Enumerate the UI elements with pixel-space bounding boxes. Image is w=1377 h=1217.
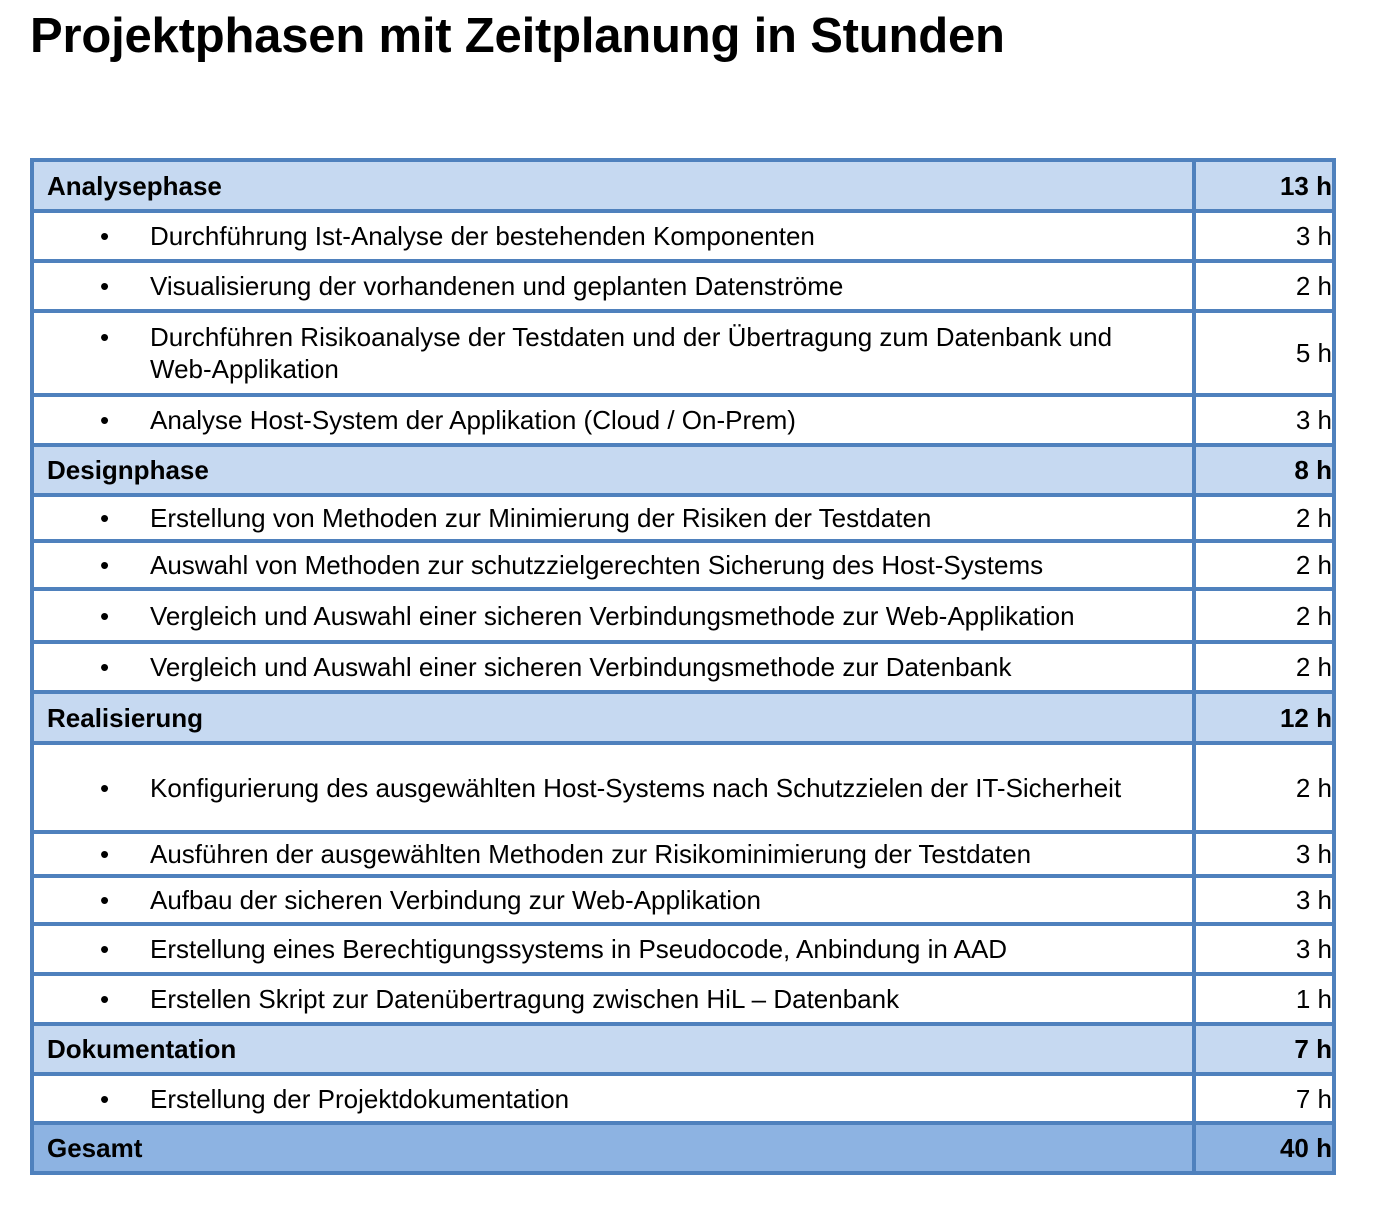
task-cell (32, 589, 1194, 642)
task-text: Analyse Host-System der Applikation (Cloud / On-Prem) (150, 405, 796, 435)
phase-name: Realisierung (32, 692, 1194, 743)
bullet-icon (34, 220, 150, 252)
bullet-icon (34, 651, 150, 683)
task-content (34, 983, 1192, 1015)
bullet-icon (34, 404, 150, 436)
task-content (34, 270, 1192, 302)
task-cell (32, 495, 1194, 541)
bullet-icon (34, 772, 150, 804)
phase-row (32, 1024, 1334, 1074)
phase-hours: 13 h (1194, 160, 1334, 211)
task-text: Aufbau der sicheren Verbindung zur Web-Applikation (150, 885, 761, 915)
bullet-glyph: • (100, 600, 110, 631)
bullet-icon (34, 502, 150, 534)
bullet-glyph: • (100, 221, 110, 251)
bullet-glyph: • (100, 322, 110, 352)
bullet-icon (34, 983, 150, 1015)
bullet-glyph: • (100, 885, 110, 915)
task-hours: 2 h (1194, 495, 1334, 541)
task-cell (32, 642, 1194, 692)
task-hours: 1 h (1194, 974, 1334, 1024)
task-content (34, 549, 1192, 581)
task-text: Konfigurierung des ausgewählten Host-Systems nach Schutzzielen der IT-Sicherheit (150, 772, 1122, 803)
bullet-glyph: • (100, 839, 110, 869)
task-row (32, 743, 1334, 832)
task-cell (32, 924, 1194, 974)
task-cell (32, 1074, 1194, 1123)
task-hours: 2 h (1194, 589, 1334, 642)
phase-name: Designphase (32, 445, 1194, 495)
phase-name: Analysephase (32, 160, 1194, 211)
bullet-icon (34, 1083, 150, 1115)
task-hours: 3 h (1194, 832, 1334, 876)
bullet-glyph: • (100, 652, 110, 682)
task-text: Erstellung der Projektdokumentation (150, 1083, 570, 1114)
bullet-glyph: • (100, 271, 110, 301)
schedule-table (30, 158, 1336, 1175)
task-text: Vergleich und Auswahl einer sicheren Verbindungsmethode zur Web-Applikation (150, 600, 1075, 631)
task-text: Auswahl von Methoden zur schutzzielgerechten Sicherung des Host-Systems (150, 550, 1044, 580)
task-row (32, 924, 1334, 974)
task-hours: 3 h (1194, 395, 1334, 445)
phase-hours: 7 h (1194, 1024, 1334, 1074)
task-hours: 2 h (1194, 541, 1334, 589)
task-row (32, 211, 1334, 261)
task-row (32, 974, 1334, 1024)
task-content (34, 884, 1192, 916)
bullet-glyph: • (100, 503, 110, 533)
phase-row (32, 445, 1334, 495)
task-hours: 2 h (1194, 743, 1334, 832)
task-content (34, 651, 1192, 683)
phase-hours: 12 h (1194, 692, 1334, 743)
task-row (32, 541, 1334, 589)
bullet-icon (34, 838, 150, 870)
task-text: Erstellen Skript zur Datenübertragung zwischen HiL – Datenbank (150, 984, 900, 1014)
bullet-icon (34, 549, 150, 581)
task-content (34, 502, 1192, 534)
task-row (32, 261, 1334, 311)
task-content (34, 404, 1192, 436)
task-text: Erstellung eines Berechtigungssystems in Pseudocode, Anbindung in AAD (150, 934, 1008, 964)
phase-hours: 8 h (1194, 445, 1334, 495)
total-label: Gesamt (32, 1123, 1194, 1173)
task-content (34, 321, 1192, 385)
phase-row (32, 692, 1334, 743)
task-cell (32, 211, 1194, 261)
task-row (32, 589, 1334, 642)
phase-row (32, 160, 1334, 211)
total-row (32, 1123, 1334, 1173)
total-hours: 40 h (1194, 1123, 1334, 1173)
task-text: Visualisierung der vorhandenen und geplanten Datenströme (150, 271, 844, 301)
task-row (32, 876, 1334, 924)
page-title: Projektphasen mit Zeitplanung in Stunden (30, 9, 1005, 63)
task-hours: 2 h (1194, 642, 1334, 692)
task-text: Vergleich und Auswahl einer sicheren Verbindungsmethode zur Datenbank (150, 652, 1012, 682)
task-row (32, 642, 1334, 692)
bullet-icon (34, 884, 150, 916)
task-row (32, 832, 1334, 876)
task-content (34, 933, 1192, 965)
bullet-glyph: • (100, 405, 110, 435)
task-content (34, 600, 1192, 632)
bullet-icon (34, 600, 150, 632)
task-row (32, 495, 1334, 541)
task-hours: 2 h (1194, 261, 1334, 311)
task-hours: 3 h (1194, 211, 1334, 261)
task-text: Durchführen Risikoanalyse der Testdaten und der Übertragung zum Datenbank und Web-Applikation (150, 322, 1113, 384)
task-content (34, 220, 1192, 252)
task-cell (32, 541, 1194, 589)
task-cell (32, 261, 1194, 311)
task-text: Durchführung Ist-Analyse der bestehenden Komponenten (150, 221, 815, 251)
bullet-icon (34, 321, 150, 353)
task-cell (32, 311, 1194, 395)
task-content (34, 1083, 1192, 1115)
task-hours: 3 h (1194, 876, 1334, 924)
task-row (32, 1074, 1334, 1123)
phase-name: Dokumentation (32, 1024, 1194, 1074)
task-row (32, 395, 1334, 445)
task-cell (32, 876, 1194, 924)
bullet-glyph: • (100, 984, 110, 1014)
bullet-icon (34, 270, 150, 302)
task-text: Erstellung von Methoden zur Minimierung der Risiken der Testdaten (150, 503, 932, 533)
bullet-glyph: • (100, 934, 110, 964)
bullet-glyph: • (100, 772, 110, 803)
bullet-glyph: • (100, 550, 110, 580)
task-row (32, 311, 1334, 395)
task-hours: 5 h (1194, 311, 1334, 395)
schedule-table-body (32, 160, 1334, 1173)
task-content (34, 838, 1192, 870)
task-hours: 3 h (1194, 924, 1334, 974)
task-content (34, 772, 1192, 804)
task-cell (32, 395, 1194, 445)
task-hours: 7 h (1194, 1074, 1334, 1123)
task-text: Ausführen der ausgewählten Methoden zur Risikominimierung der Testdaten (150, 839, 1032, 869)
task-cell (32, 832, 1194, 876)
task-cell (32, 743, 1194, 832)
task-cell (32, 974, 1194, 1024)
bullet-glyph: • (100, 1083, 110, 1114)
bullet-icon (34, 933, 150, 965)
